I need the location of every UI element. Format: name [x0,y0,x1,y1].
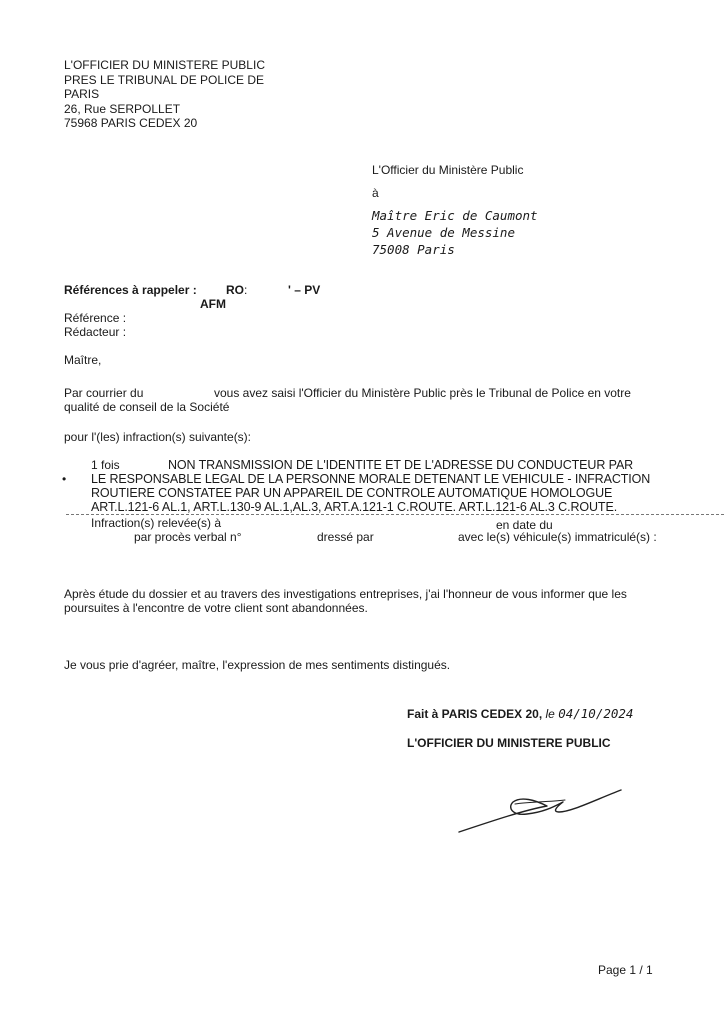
recipient-from-label: L'Officier du Ministère Public [372,163,524,177]
infractions-intro: pour l'(les) infraction(s) suivante(s): [64,430,252,444]
fait-a-place: Fait à PARIS CEDEX 20, [407,707,543,721]
para1-start: Par courrier du [64,386,144,400]
references-label: Références à rappeler : [64,283,197,297]
sender-line-3: PARIS [64,87,100,101]
reference-afm: AFM [200,297,226,311]
fait-le: le [545,707,555,721]
sender-line-4: 26, Rue SERPOLLET [64,101,181,116]
infraction-line-3: ROUTIERE CONSTATEE PAR UN APPAREIL DE CONTROLE AUTOMATIQUE HOMOLOGUE [91,486,613,500]
infraction-line-1: NON TRANSMISSION DE L'IDENTITE ET DE L'ADRESSE DU CONDUCTEUR PAR [168,458,634,472]
infraction-line-2: LE RESPONSABLE LEGAL DE LA PERSONNE MORALE DETENANT LE VEHICULE - INFRACTION [91,472,651,486]
salutation: Maître, [64,353,102,367]
sender-line-5: 75968 PARIS CEDEX 20 [64,116,198,130]
page-number: Page 1 / 1 [598,963,653,977]
vehicule-label: avec le(s) véhicule(s) immatriculé(s) : [458,530,657,544]
relevee-label: Infraction(s) relevée(s) à [91,516,222,530]
para2-line2: poursuites à l'encontre de votre client sont abandonnées. [64,601,368,615]
sender-line-1: L'OFFICIER DU MINISTERE PUBLIC [64,58,265,72]
sender-line-2: PRES LE TRIBUNAL DE POLICE DE [64,72,265,87]
reference-ro-code: RO [226,283,244,297]
infraction-count: 1 fois [91,458,120,472]
pv-label: par procès verbal n° [134,530,242,544]
recipient-address-2: 75008 Paris [372,242,455,257]
infraction-line-4: ART.L.121-6 AL.1, ART.L.130-9 AL.1,AL.3, ART.A.121-1 C.ROUTE. ART.L.121-6 AL.3 C.ROUTE. [91,500,618,514]
fait-a-line [407,706,633,721]
para1-rest: vous avez saisi l'Officier du Ministère Public près le Tribunal de Police en votre [214,386,631,400]
para1-line2: qualité de conseil de la Société [64,400,230,414]
dresse-label: dressé par [317,530,374,544]
reference-label: Référence : [64,311,127,325]
closing-formula: Je vous prie d'agréer, maître, l'expression de mes sentiments distingués. [64,658,451,672]
dashed-rule [66,514,724,515]
para2-line1: Après étude du dossier et au travers des investigations entreprises, j'ai l'honneur de vous informer que les [64,587,627,601]
date-label: en date du [496,518,553,532]
recipient-name: Maître Eric de Caumont [372,208,538,223]
recipient-address-1: 5 Avenue de Messine [372,225,515,240]
signature-image [455,780,625,838]
reference-ro-colon: : [244,283,248,297]
sender-address [64,58,265,131]
reference-pv: ' – PV [288,283,321,297]
fait-date: 04/10/2024 [558,706,634,721]
signatory-title: L'OFFICIER DU MINISTERE PUBLIC [407,736,611,750]
recipient-a: à [372,186,379,200]
reference-ro [226,283,247,297]
redacteur-label: Rédacteur : [64,325,127,339]
infraction-bullet: • [62,472,67,486]
